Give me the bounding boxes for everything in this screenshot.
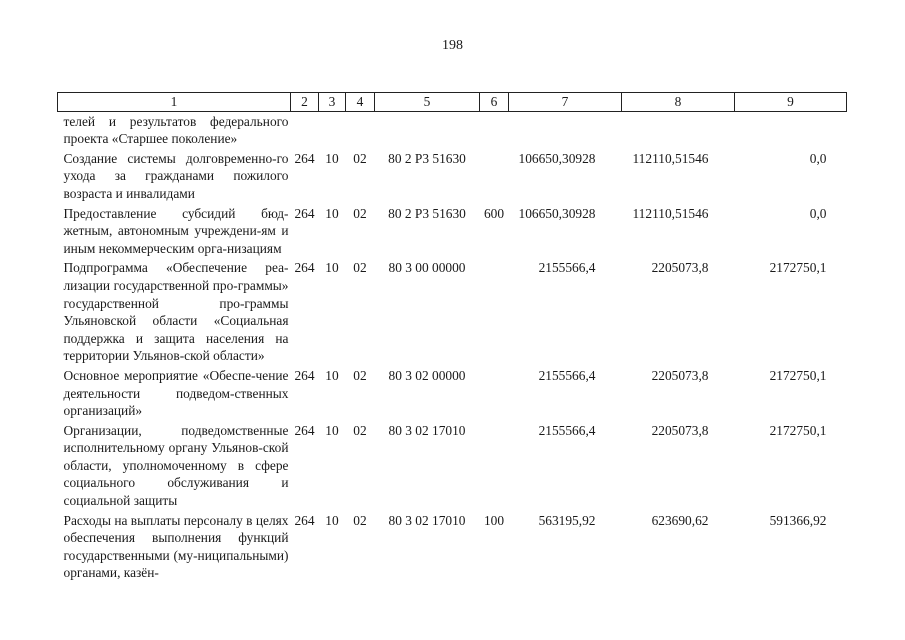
cell-ministry — [291, 111, 319, 150]
cell-amount-1: 2155566,4 — [538, 367, 596, 383]
cell-target-article: 80 2 P3 51630 — [388, 205, 466, 221]
cell-amount-3: 0,0 — [809, 150, 827, 166]
cell-amount-1: 106650,30928 — [518, 205, 596, 221]
cell-target-article — [375, 111, 480, 150]
cell-amount-3: 2172750,1 — [769, 422, 827, 438]
cell-target-article: 80 3 02 17010 — [388, 512, 466, 528]
cell-amount-2: 623690,62 — [651, 512, 709, 528]
cell-section: 10 — [325, 367, 339, 383]
cell-amount-1 — [509, 111, 622, 150]
table-row — [58, 512, 847, 584]
cell-expense-type: 100 — [483, 512, 505, 528]
cell-expense-type — [480, 422, 509, 512]
cell-amount-2: 112110,51546 — [632, 205, 709, 221]
cell-amount-3 — [735, 111, 847, 150]
cell-expense-type — [480, 111, 509, 150]
column-header: 8 — [622, 93, 735, 112]
table-row — [58, 150, 847, 205]
cell-amount-3: 2172750,1 — [769, 260, 827, 276]
column-header: 9 — [735, 93, 847, 112]
cell-section: 10 — [325, 422, 339, 438]
cell-ministry: 264 — [294, 260, 315, 276]
cell-section — [319, 111, 346, 150]
cell-amount-3: 2172750,1 — [769, 367, 827, 383]
table-row — [58, 111, 847, 150]
column-header: 1 — [58, 93, 291, 112]
column-header: 4 — [346, 93, 375, 112]
cell-target-article: 80 3 02 17010 — [388, 422, 466, 438]
cell-amount-3: 0,0 — [809, 205, 827, 221]
cell-subsection: 02 — [353, 205, 367, 221]
cell-section: 10 — [325, 512, 339, 528]
cell-target-article: 80 3 00 00000 — [388, 260, 466, 276]
row-name: Подпрограмма «Обеспечение реа-лизации государственной про-граммы» государственной про-граммы Ульяновской области «Социальная поддержка и защита населения на территории Ульянов-ской области» — [63, 260, 289, 364]
cell-ministry: 264 — [294, 150, 315, 166]
table-row — [58, 205, 847, 260]
budget-table — [57, 92, 847, 584]
cell-target-article: 80 3 02 00000 — [388, 367, 466, 383]
row-name: Организации, подведомственные исполнительному органу Ульянов-ской области, уполномоченному в сфере социального обслуживания и социальной защиты — [63, 422, 289, 509]
cell-amount-1: 563195,92 — [538, 512, 596, 528]
row-name: телей и результатов федерального проекта «Старшее поколение» — [63, 113, 289, 147]
cell-section: 10 — [325, 205, 339, 221]
cell-amount-1: 2155566,4 — [538, 422, 596, 438]
cell-ministry: 264 — [294, 512, 315, 528]
row-name: Предоставление субсидий бюд-жетным, автономным учреждени-ям и иным некоммерческим орга-низациям — [63, 205, 289, 256]
cell-subsection — [346, 111, 375, 150]
table-row — [58, 367, 847, 422]
cell-expense-type: 600 — [483, 205, 505, 221]
column-header: 5 — [375, 93, 480, 112]
cell-amount-2: 2205073,8 — [651, 422, 709, 438]
cell-subsection: 02 — [353, 422, 367, 438]
cell-section: 10 — [325, 260, 339, 276]
cell-amount-2 — [622, 111, 735, 150]
cell-ministry: 264 — [294, 422, 315, 438]
cell-expense-type — [480, 259, 509, 367]
cell-subsection: 02 — [353, 512, 367, 528]
row-name: Расходы на выплаты персоналу в целях обеспечения выполнения функций государственными (му-ниципальными) органами, казён- — [63, 512, 289, 581]
cell-section: 10 — [325, 150, 339, 166]
cell-expense-type — [480, 367, 509, 422]
row-name: Основное мероприятие «Обеспе-чение деятельности подведом-ственных организаций» — [63, 367, 289, 419]
cell-target-article: 80 2 P3 51630 — [388, 150, 466, 166]
cell-amount-1: 106650,30928 — [518, 150, 596, 166]
table-row — [58, 422, 847, 512]
column-header: 6 — [480, 93, 509, 112]
cell-subsection: 02 — [353, 150, 367, 166]
table-header-row — [58, 93, 847, 112]
column-header: 3 — [319, 93, 346, 112]
cell-ministry: 264 — [294, 205, 315, 221]
cell-subsection: 02 — [353, 260, 367, 276]
row-name: Создание системы долговременно-го ухода за гражданами пожилого возраста и инвалидами — [63, 150, 289, 201]
cell-amount-2: 2205073,8 — [651, 260, 709, 276]
cell-amount-2: 2205073,8 — [651, 367, 709, 383]
cell-amount-3: 591366,92 — [769, 512, 827, 528]
cell-subsection: 02 — [353, 367, 367, 383]
cell-amount-2: 112110,51546 — [632, 150, 709, 166]
column-header: 7 — [509, 93, 622, 112]
table-row — [58, 259, 847, 367]
cell-ministry: 264 — [294, 367, 315, 383]
page-number: 198 — [442, 38, 463, 53]
cell-amount-1: 2155566,4 — [538, 260, 596, 276]
cell-expense-type — [480, 150, 509, 205]
column-header: 2 — [291, 93, 319, 112]
